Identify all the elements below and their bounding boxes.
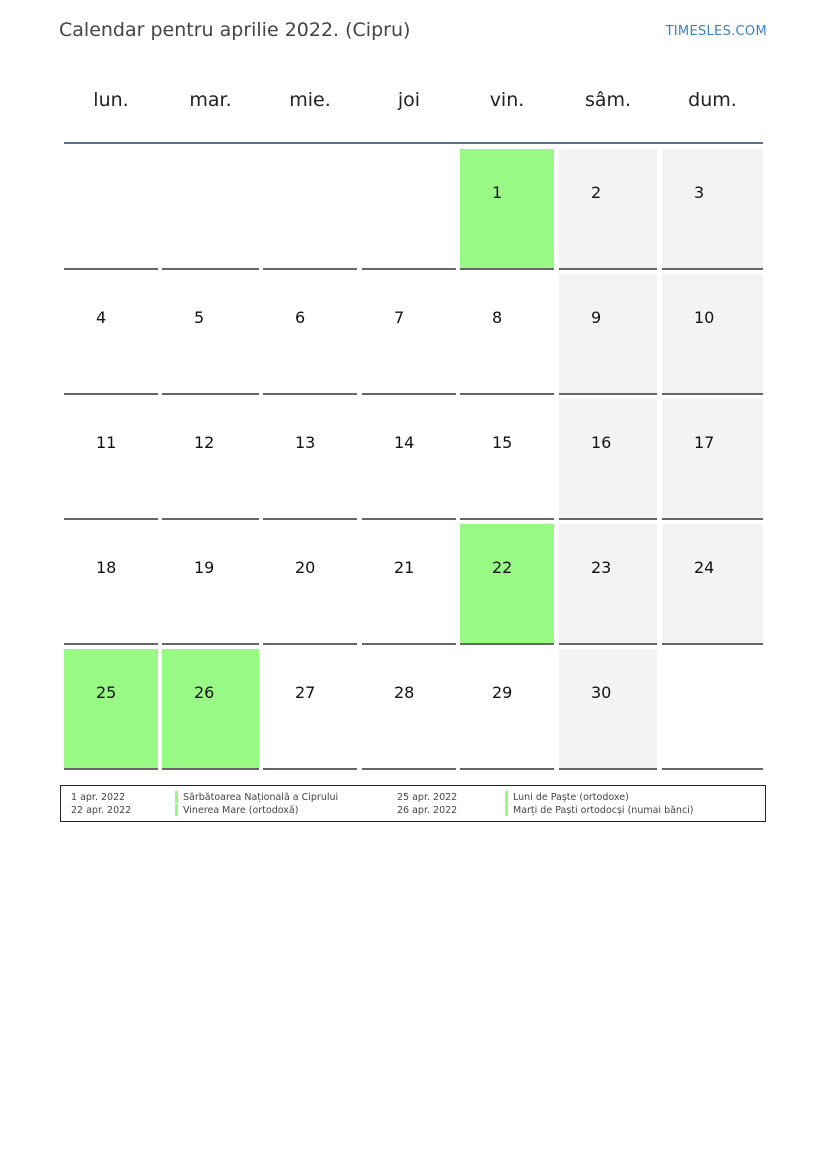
day-cell-4 (64, 274, 158, 395)
day-cell-16 (559, 399, 657, 520)
day-number: 24 (694, 558, 715, 577)
day-cell-5 (162, 274, 259, 395)
weekday-label: sâm. (584, 89, 632, 111)
day-number: 22 (492, 558, 513, 577)
day-number: 25 (96, 683, 117, 702)
day-number: 10 (694, 308, 715, 327)
weekday-label: mar. (189, 89, 232, 111)
legend-color-swatch (175, 791, 178, 803)
day-number: 8 (492, 308, 503, 327)
day-number: 7 (394, 308, 405, 327)
day-number: 20 (295, 558, 316, 577)
day-cell-24 (662, 524, 763, 645)
day-cell-22 (460, 524, 554, 645)
day-cell-15 (460, 399, 554, 520)
weekday-label: joi (397, 89, 421, 111)
day-number: 18 (96, 558, 117, 577)
day-number: 9 (591, 308, 602, 327)
day-number: 23 (591, 558, 612, 577)
day-number: 11 (96, 433, 117, 452)
day-cell-19 (162, 524, 259, 645)
legend-color-swatch (505, 791, 508, 803)
legend-holiday-name: Marți de Paști ortodocși (numai bănci) (513, 805, 694, 816)
day-number: 3 (694, 183, 705, 202)
day-number: 14 (394, 433, 415, 452)
day-number: 21 (394, 558, 415, 577)
weekday-header (64, 89, 763, 119)
day-number: 17 (694, 433, 715, 452)
day-cell-28 (362, 649, 456, 770)
empty-day-cell (64, 149, 158, 270)
empty-day-cell (162, 149, 259, 270)
day-cell-20 (263, 524, 357, 645)
day-cell-11 (64, 399, 158, 520)
day-cell-21 (362, 524, 456, 645)
empty-day-cell (263, 149, 357, 270)
empty-day-cell (362, 149, 456, 270)
day-number: 26 (194, 683, 215, 702)
legend-date: 22 apr. 2022 (71, 805, 132, 816)
weekday-label: lun. (93, 89, 129, 111)
day-number: 4 (96, 308, 107, 327)
legend-color-swatch (175, 804, 178, 816)
day-cell-27 (263, 649, 357, 770)
day-number: 13 (295, 433, 316, 452)
day-number: 16 (591, 433, 612, 452)
day-number: 5 (194, 308, 205, 327)
weekday-label: vin. (489, 89, 525, 111)
page-title: Calendar pentru aprilie 2022. (Cipru) (59, 19, 411, 41)
legend-date: 25 apr. 2022 (397, 792, 458, 803)
weekday-label: mie. (289, 89, 331, 111)
day-cell-17 (662, 399, 763, 520)
day-cell-3 (662, 149, 763, 270)
day-cell-10 (662, 274, 763, 395)
day-cell-30 (559, 649, 657, 770)
day-cell-8 (460, 274, 554, 395)
day-cell-14 (362, 399, 456, 520)
brand-link[interactable]: TIMESLES.COM (665, 24, 767, 39)
legend-holiday-name: Vinerea Mare (ortodoxă) (183, 805, 299, 816)
legend-holiday-name: Luni de Paște (ortodoxe) (513, 792, 629, 803)
day-cell-1 (460, 149, 554, 270)
legend-color-swatch (505, 804, 508, 816)
day-cell-13 (263, 399, 357, 520)
day-cell-9 (559, 274, 657, 395)
holiday-legend (60, 785, 766, 822)
day-cell-29 (460, 649, 554, 770)
legend-holiday-name: Sărbătoarea Națională a Ciprului (183, 792, 339, 803)
day-number: 19 (194, 558, 215, 577)
empty-day-cell (662, 649, 763, 770)
day-cell-7 (362, 274, 456, 395)
day-number: 28 (394, 683, 415, 702)
day-number: 27 (295, 683, 316, 702)
day-number: 6 (295, 308, 306, 327)
day-cell-18 (64, 524, 158, 645)
day-number: 30 (591, 683, 612, 702)
day-number: 15 (492, 433, 513, 452)
day-number: 1 (492, 183, 503, 202)
day-number: 12 (194, 433, 215, 452)
day-cell-6 (263, 274, 357, 395)
day-cell-2 (559, 149, 657, 270)
header-divider (64, 142, 763, 144)
day-cell-12 (162, 399, 259, 520)
day-cell-26 (162, 649, 259, 770)
day-cell-23 (559, 524, 657, 645)
legend-date: 26 apr. 2022 (397, 805, 458, 816)
day-cell-25 (64, 649, 158, 770)
day-number: 2 (591, 183, 602, 202)
weekday-label: dum. (688, 89, 737, 111)
legend-date: 1 apr. 2022 (71, 792, 126, 803)
day-number: 29 (492, 683, 513, 702)
